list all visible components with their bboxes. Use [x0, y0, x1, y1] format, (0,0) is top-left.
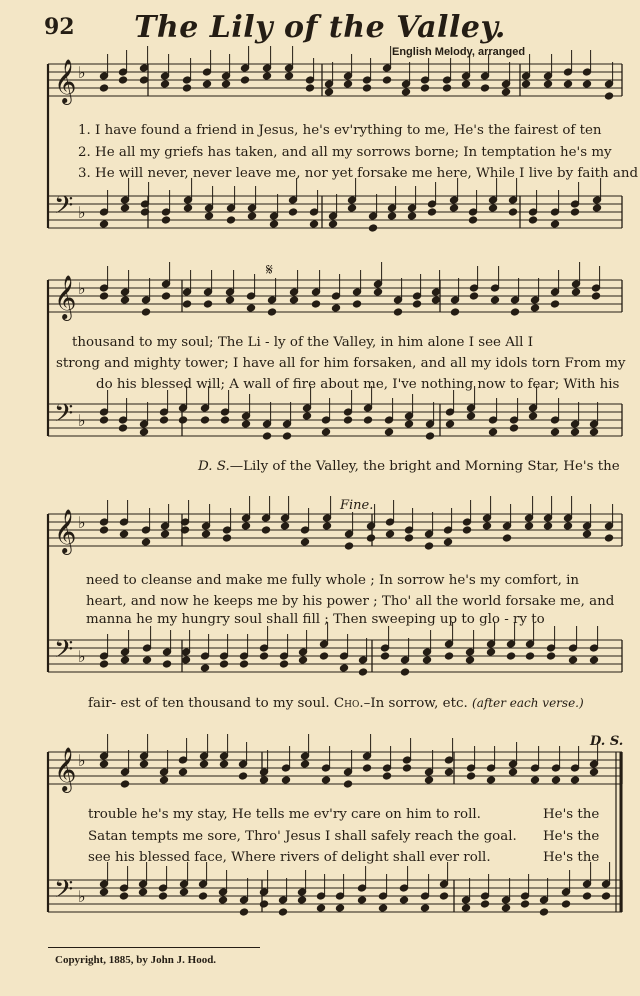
- bass-clef: 𝄢: [54, 875, 74, 910]
- flat-key-signature: ♭: [78, 279, 86, 298]
- footer-rule: [48, 947, 260, 948]
- notehead: [120, 296, 129, 304]
- notehead: [269, 220, 278, 228]
- lyric-s3-verse3: manna he my hungry soul shall fill ; Then sweeping up to glo - ry to: [86, 612, 545, 627]
- notehead: [488, 204, 497, 212]
- notehead: [521, 80, 530, 88]
- notehead: [424, 776, 433, 784]
- notehead: [198, 892, 207, 900]
- hymn-title: The Lily of the Valley.: [134, 10, 506, 45]
- notehead: [262, 432, 271, 440]
- lyric-s2-verse1: thousand to my soul; The Li - ly of the Valley, in him alone I see All I: [72, 335, 534, 350]
- notehead: [179, 888, 188, 896]
- notehead: [160, 80, 169, 88]
- notehead: [582, 80, 591, 88]
- notehead: [461, 80, 470, 88]
- notehead: [247, 212, 256, 220]
- notehead: [382, 772, 391, 780]
- notehead: [316, 904, 325, 912]
- notehead: [158, 892, 167, 900]
- lyric-s1-verse2: 2. He all my griefs has taken, and all my sorrows borne; In temptation he's my: [78, 145, 612, 160]
- notehead: [241, 420, 250, 428]
- notehead: [289, 296, 298, 304]
- treble-clef: 𝄞: [54, 59, 77, 103]
- notehead: [443, 538, 452, 546]
- notehead: [178, 768, 187, 776]
- notehead: [525, 652, 534, 660]
- notehead: [239, 908, 248, 916]
- notehead: [221, 80, 230, 88]
- notehead: [442, 84, 451, 92]
- notehead: [506, 652, 515, 660]
- notehead: [141, 538, 150, 546]
- notehead: [142, 656, 151, 664]
- notehead: [604, 92, 613, 100]
- notehead: [366, 534, 375, 542]
- lyric-s3-verse2: heart, and now he keeps me by his power ; Tho' all the world forsake me, and: [86, 594, 615, 609]
- notehead: [280, 522, 289, 530]
- notehead: [239, 660, 248, 668]
- notehead: [424, 542, 433, 550]
- notehead: [302, 412, 311, 420]
- notehead: [509, 424, 518, 432]
- notehead: [321, 776, 330, 784]
- fine-mark: Fine.: [340, 498, 374, 513]
- notehead: [402, 764, 411, 772]
- notehead: [335, 904, 344, 912]
- notehead: [561, 900, 570, 908]
- notehead: [444, 652, 453, 660]
- notehead: [508, 768, 517, 776]
- notehead: [404, 534, 413, 542]
- notehead: [393, 308, 402, 316]
- notehead: [200, 416, 209, 424]
- flat-key-signature: ♭: [78, 411, 86, 430]
- notehead: [412, 300, 421, 308]
- flat-key-signature: ♭: [78, 63, 86, 82]
- notehead: [490, 296, 499, 304]
- bass-lyric: fair- est of ten thousand to my soul.: [88, 696, 330, 711]
- notehead: [520, 900, 529, 908]
- notehead: [259, 776, 268, 784]
- notehead: [387, 212, 396, 220]
- notehead: [439, 892, 448, 900]
- notehead: [362, 84, 371, 92]
- notehead: [161, 216, 170, 224]
- lyric-s4-verse1: trouble he's my stay, He tells me ev'ry care on him to roll.: [88, 807, 481, 822]
- notehead: [466, 772, 475, 780]
- bass-clef: 𝄢: [54, 191, 74, 226]
- notehead: [384, 428, 393, 436]
- notehead: [422, 656, 431, 664]
- notehead: [582, 892, 591, 900]
- notehead: [591, 292, 600, 300]
- notehead: [119, 892, 128, 900]
- notehead: [501, 904, 510, 912]
- notehead: [200, 664, 209, 672]
- chorus-label: Cho.: [333, 696, 364, 711]
- notehead: [570, 208, 579, 216]
- notehead: [480, 84, 489, 92]
- flat-key-signature: ♭: [78, 751, 86, 770]
- notehead: [420, 904, 429, 912]
- notehead: [201, 530, 210, 538]
- notehead: [99, 292, 108, 300]
- notehead: [218, 896, 227, 904]
- notehead: [502, 534, 511, 542]
- notehead: [139, 76, 148, 84]
- flat-key-signature: ♭: [78, 887, 86, 906]
- lyric-s4-verse2: Satan tempts me sore, Thro' Jesus I shall safely reach the goal.: [88, 829, 517, 844]
- notehead: [279, 660, 288, 668]
- lyric-s4-verse3: see his blessed face, Where rivers of delight shall ever roll.: [88, 850, 491, 865]
- notehead: [339, 664, 348, 672]
- notehead: [311, 300, 320, 308]
- notehead: [480, 900, 489, 908]
- notehead: [363, 416, 372, 424]
- notehead: [488, 428, 497, 436]
- notehead: [604, 534, 613, 542]
- notehead: [99, 526, 108, 534]
- notehead: [203, 300, 212, 308]
- notehead: [508, 208, 517, 216]
- ds-label: D. S.: [198, 459, 230, 474]
- notehead: [530, 776, 539, 784]
- notehead: [399, 896, 408, 904]
- notehead: [445, 420, 454, 428]
- lyric-s1-verse1: 1. I have found a friend in Jesus, he's ev'rything to me, He's the fairest of ten: [78, 123, 602, 138]
- notehead: [219, 660, 228, 668]
- notehead: [238, 772, 247, 780]
- notehead: [582, 530, 591, 538]
- notehead: [543, 522, 552, 530]
- notehead: [297, 896, 306, 904]
- notehead: [159, 416, 168, 424]
- notehead: [589, 768, 598, 776]
- notehead: [347, 204, 356, 212]
- notehead: [181, 656, 190, 664]
- notehead: [305, 84, 314, 92]
- notehead: [282, 432, 291, 440]
- refrain-verse3: He's the: [543, 850, 600, 865]
- notehead: [219, 760, 228, 768]
- notehead: [382, 76, 391, 84]
- notehead: [589, 428, 598, 436]
- notehead: [358, 668, 367, 676]
- notehead: [530, 304, 539, 312]
- notehead: [465, 656, 474, 664]
- notehead: [321, 428, 330, 436]
- flat-key-signature: ♭: [78, 647, 86, 666]
- notehead: [309, 220, 318, 228]
- bass-lyric-line: [88, 696, 584, 711]
- notehead: [118, 76, 127, 84]
- segno-mark: 𝄋: [266, 260, 273, 279]
- notehead: [162, 660, 171, 668]
- chorus-text: –In sorrow, etc.: [363, 696, 468, 711]
- notehead: [362, 764, 371, 772]
- notehead: [378, 904, 387, 912]
- notehead: [563, 80, 572, 88]
- notehead: [99, 760, 108, 768]
- page-number: 92: [44, 14, 75, 40]
- notehead: [550, 300, 559, 308]
- notehead: [563, 522, 572, 530]
- notehead: [240, 76, 249, 84]
- notehead: [267, 308, 276, 316]
- notehead: [300, 760, 309, 768]
- notehead: [160, 530, 169, 538]
- notehead: [601, 892, 610, 900]
- notehead: [444, 768, 453, 776]
- notehead: [120, 780, 129, 788]
- notehead: [99, 888, 108, 896]
- notehead: [539, 908, 548, 916]
- notehead: [199, 760, 208, 768]
- notehead: [99, 220, 108, 228]
- notehead: [139, 760, 148, 768]
- notehead: [380, 652, 389, 660]
- notehead: [550, 428, 559, 436]
- notehead: [331, 304, 340, 312]
- notehead: [568, 656, 577, 664]
- notehead: [99, 660, 108, 668]
- notehead: [589, 656, 598, 664]
- lyric-s2-verse2: strong and mighty tower; I have all for him forsaken, and all my idols torn From my: [56, 356, 626, 371]
- notehead: [284, 72, 293, 80]
- notehead: [141, 308, 150, 316]
- notehead: [259, 900, 268, 908]
- copyright: Copyright, 1885, by John J. Hood.: [55, 954, 217, 966]
- notehead: [592, 204, 601, 212]
- notehead: [322, 522, 331, 530]
- notehead: [159, 776, 168, 784]
- notehead: [570, 428, 579, 436]
- notehead: [501, 88, 510, 96]
- flat-key-signature: ♭: [78, 203, 86, 222]
- notehead: [202, 80, 211, 88]
- notehead: [486, 648, 495, 656]
- notehead: [328, 220, 337, 228]
- refrain-verse2: He's the: [543, 829, 600, 844]
- notehead: [259, 652, 268, 660]
- notehead: [400, 668, 409, 676]
- notehead: [204, 212, 213, 220]
- notehead: [373, 288, 382, 296]
- notehead: [449, 204, 458, 212]
- notehead: [343, 80, 352, 88]
- treble-clef: 𝄞: [54, 509, 77, 553]
- notehead: [420, 84, 429, 92]
- notehead: [468, 216, 477, 224]
- notehead: [298, 656, 307, 664]
- notehead: [357, 896, 366, 904]
- notehead: [161, 292, 170, 300]
- notehead: [427, 208, 436, 216]
- lyric-s1-verse3: 3. He will never, never leave me, nor yet forsake me here, While I live by faith and: [78, 166, 639, 181]
- notehead: [510, 308, 519, 316]
- notehead: [120, 656, 129, 664]
- notehead: [300, 538, 309, 546]
- notehead: [288, 208, 297, 216]
- notehead: [404, 420, 413, 428]
- notehead: [401, 88, 410, 96]
- notehead: [431, 296, 440, 304]
- notehead: [119, 530, 128, 538]
- notehead: [281, 776, 290, 784]
- notehead: [462, 526, 471, 534]
- notehead: [469, 292, 478, 300]
- notehead: [550, 220, 559, 228]
- notehead: [528, 412, 537, 420]
- notehead: [352, 300, 361, 308]
- notehead: [524, 522, 533, 530]
- notehead: [99, 84, 108, 92]
- notehead: [551, 776, 560, 784]
- notehead: [118, 424, 127, 432]
- notehead: [262, 72, 271, 80]
- flat-key-signature: ♭: [78, 513, 86, 532]
- notehead: [324, 88, 333, 96]
- notehead: [225, 296, 234, 304]
- notehead: [368, 224, 377, 232]
- notehead: [99, 416, 108, 424]
- notehead: [543, 80, 552, 88]
- notehead: [425, 432, 434, 440]
- notehead: [261, 526, 270, 534]
- notehead: [183, 204, 192, 212]
- bass-clef: 𝄢: [54, 399, 74, 434]
- notehead: [546, 652, 555, 660]
- treble-clef: 𝄞: [54, 275, 77, 319]
- notehead: [385, 530, 394, 538]
- notehead: [226, 216, 235, 224]
- notehead: [220, 416, 229, 424]
- lyric-s3-verse1: need to cleanse and make me fully whole ; In sorrow he's my comfort, in: [86, 573, 580, 588]
- notehead: [319, 652, 328, 660]
- notehead: [407, 212, 416, 220]
- notehead: [450, 308, 459, 316]
- notehead: [486, 776, 495, 784]
- notehead: [138, 888, 147, 896]
- treble-clef: 𝄞: [54, 747, 77, 791]
- notehead: [528, 216, 537, 224]
- notehead: [178, 416, 187, 424]
- notehead: [570, 776, 579, 784]
- notehead: [182, 300, 191, 308]
- notehead: [120, 204, 129, 212]
- notehead: [482, 522, 491, 530]
- notehead: [246, 304, 255, 312]
- ds-text: —Lily of the Valley, the bright and Morning Star, He's the: [229, 459, 620, 474]
- notehead: [343, 416, 352, 424]
- notehead: [344, 542, 353, 550]
- notehead: [571, 288, 580, 296]
- lyric-s2-verse3: do his blessed will; A wall of fire about me, I've nothing now to fear; With his: [96, 377, 620, 392]
- notehead: [343, 780, 352, 788]
- ds-lyric: [198, 459, 620, 474]
- notehead: [241, 522, 250, 530]
- ds-mark: D. S.: [590, 734, 624, 749]
- notehead: [466, 412, 475, 420]
- notehead: [222, 534, 231, 542]
- refrain-verse1: He's the: [543, 807, 600, 822]
- notehead: [139, 428, 148, 436]
- bass-clef: 𝄢: [54, 635, 74, 670]
- notehead: [182, 84, 191, 92]
- attribution: English Melody, arranged: [392, 46, 526, 58]
- notehead: [461, 904, 470, 912]
- after-each-verse: (after each verse.): [472, 696, 584, 710]
- notehead: [278, 908, 287, 916]
